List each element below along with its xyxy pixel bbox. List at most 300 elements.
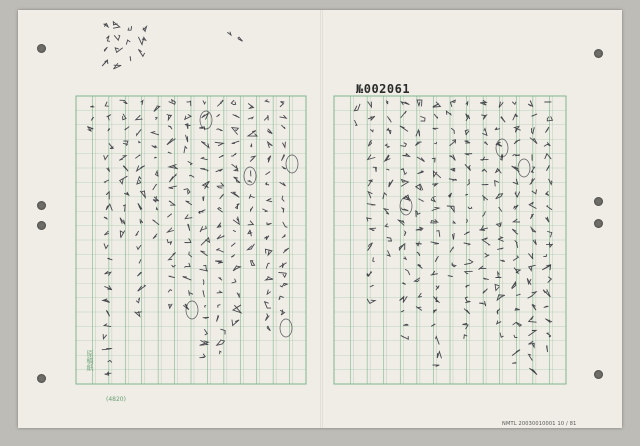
handwriting-stroke bbox=[185, 115, 191, 120]
handwriting-stroke bbox=[279, 263, 286, 268]
handwriting-stroke bbox=[450, 140, 456, 146]
handwriting-stroke bbox=[355, 120, 357, 125]
handwriting-stroke bbox=[154, 157, 156, 158]
handwriting-stroke bbox=[217, 129, 223, 131]
handwriting-stroke bbox=[283, 248, 288, 253]
handwriting-stroke bbox=[370, 285, 373, 286]
binder-hole-icon bbox=[594, 197, 603, 206]
handwriting-stroke bbox=[266, 183, 269, 185]
handwriting-stroke bbox=[434, 114, 438, 118]
handwriting-stroke bbox=[233, 115, 240, 118]
handwriting-stroke bbox=[354, 104, 360, 111]
handwriting-stroke bbox=[108, 360, 112, 362]
handwriting-stroke bbox=[431, 324, 435, 326]
handwriting-stroke bbox=[168, 228, 174, 232]
handwriting-stroke bbox=[203, 280, 204, 285]
handwriting-stroke bbox=[435, 142, 437, 143]
handwriting-stroke bbox=[169, 165, 178, 170]
handwriting-stroke bbox=[405, 231, 406, 236]
handwriting-stroke bbox=[373, 258, 374, 262]
handwriting-stroke bbox=[495, 128, 500, 130]
handwriting-stroke bbox=[215, 261, 223, 263]
handwriting-stroke bbox=[187, 101, 191, 106]
handwriting-stroke bbox=[549, 179, 552, 184]
handwriting-stroke bbox=[416, 130, 420, 136]
handwriting-stroke bbox=[265, 302, 271, 308]
handwriting-stroke bbox=[268, 142, 273, 148]
handwriting-stroke bbox=[453, 233, 455, 239]
handwriting-stroke bbox=[542, 265, 551, 270]
handwriting-stroke bbox=[185, 239, 191, 243]
handwriting-stroke bbox=[479, 266, 486, 270]
handwriting-stroke bbox=[232, 279, 236, 283]
handwriting-stroke bbox=[367, 299, 375, 303]
handwriting-stroke bbox=[201, 157, 207, 159]
handwriting-stroke bbox=[464, 309, 469, 314]
handwriting-stroke bbox=[153, 234, 157, 239]
handwriting-stroke bbox=[282, 208, 284, 213]
handwriting-stroke bbox=[370, 228, 376, 230]
handwriting-stroke bbox=[154, 106, 160, 112]
handwriting-stroke bbox=[283, 222, 287, 227]
handwriting-stroke bbox=[417, 100, 422, 106]
handwriting-stroke bbox=[231, 100, 235, 104]
handwriting-stroke bbox=[496, 272, 502, 278]
handwriting-stroke bbox=[203, 101, 205, 104]
handwriting-stroke bbox=[189, 175, 193, 177]
handwriting-stroke bbox=[220, 351, 222, 354]
handwriting-stroke bbox=[435, 256, 438, 262]
handwriting-stroke bbox=[218, 305, 220, 308]
note-stroke bbox=[104, 47, 107, 51]
handwriting-stroke bbox=[168, 290, 171, 292]
handwriting-stroke bbox=[188, 224, 190, 231]
handwriting-stroke bbox=[201, 142, 209, 148]
binder-hole-icon bbox=[594, 370, 603, 379]
handwriting-stroke bbox=[432, 208, 439, 211]
handwriting-stroke bbox=[168, 126, 172, 129]
handwriting-stroke bbox=[367, 204, 375, 205]
handwriting-stroke bbox=[482, 169, 487, 172]
handwriting-stroke bbox=[546, 243, 552, 247]
handwriting-stroke bbox=[465, 271, 473, 273]
handwriting-stroke bbox=[465, 154, 472, 155]
binder-hole-icon bbox=[594, 219, 603, 228]
handwriting-stroke bbox=[464, 232, 469, 235]
manuscript-sheet bbox=[18, 10, 622, 428]
binder-hole-icon bbox=[37, 221, 46, 230]
binder-hole-icon bbox=[37, 44, 46, 53]
handwriting-stroke bbox=[466, 285, 470, 287]
handwriting-stroke bbox=[203, 317, 209, 318]
handwriting-stroke bbox=[465, 130, 469, 135]
handwriting-stroke bbox=[528, 292, 536, 298]
handwriting-stroke bbox=[199, 210, 205, 214]
note-stroke bbox=[114, 35, 120, 40]
handwriting-stroke bbox=[169, 186, 177, 188]
handwriting-stroke bbox=[513, 322, 521, 326]
handwriting-stroke bbox=[530, 138, 537, 144]
handwriting-stroke bbox=[513, 102, 516, 104]
handwriting-stroke bbox=[385, 144, 389, 148]
handwriting-stroke bbox=[547, 346, 548, 353]
handwriting-stroke bbox=[248, 131, 257, 137]
handwriting-stroke bbox=[282, 235, 285, 238]
handwriting-stroke bbox=[185, 124, 190, 129]
handwriting-stroke bbox=[203, 196, 204, 201]
handwriting-stroke bbox=[248, 117, 253, 119]
handwriting-stroke bbox=[267, 129, 272, 134]
handwriting-stroke bbox=[153, 185, 156, 190]
handwriting-stroke bbox=[217, 114, 220, 117]
handwriting-stroke bbox=[545, 127, 548, 132]
handwriting-stroke bbox=[280, 283, 287, 287]
handwriting-stroke bbox=[137, 177, 141, 184]
footer-reference: NMTL 20030010001 10 / 81 bbox=[502, 421, 577, 427]
handwriting-stroke bbox=[368, 155, 375, 160]
binder-hole-icon bbox=[37, 374, 46, 383]
handwriting-stroke bbox=[401, 180, 408, 187]
handwriting-stroke bbox=[405, 270, 409, 275]
handwriting-stroke bbox=[387, 238, 392, 242]
handwriting-stroke bbox=[529, 316, 537, 322]
handwriting-stroke bbox=[431, 242, 439, 244]
handwriting-stroke bbox=[139, 142, 140, 143]
handwriting-stroke bbox=[401, 111, 406, 118]
handwriting-stroke bbox=[233, 230, 235, 231]
handwriting-stroke bbox=[437, 352, 441, 358]
handwriting-stroke bbox=[495, 284, 499, 290]
handwriting-stroke bbox=[186, 135, 188, 142]
handwriting-stroke bbox=[249, 195, 254, 199]
handwriting-stroke bbox=[404, 324, 408, 325]
handwriting-stroke bbox=[168, 152, 171, 153]
handwriting-stroke bbox=[452, 263, 456, 267]
handwriting-stroke bbox=[136, 115, 142, 120]
handwriting-stroke bbox=[419, 199, 423, 201]
note-stroke bbox=[113, 22, 120, 29]
handwriting-stroke bbox=[123, 166, 128, 171]
handwriting-stroke bbox=[135, 312, 142, 317]
handwriting-stroke bbox=[205, 306, 206, 308]
circled-mark bbox=[186, 301, 198, 319]
heading-stroke bbox=[238, 37, 243, 41]
handwriting-stroke bbox=[544, 306, 549, 308]
handwriting-stroke bbox=[105, 272, 111, 276]
handwriting-stroke bbox=[104, 324, 111, 327]
handwriting-stroke bbox=[233, 305, 241, 313]
handwriting-stroke bbox=[107, 168, 110, 172]
handwriting-stroke bbox=[463, 324, 469, 329]
handwriting-stroke bbox=[167, 115, 172, 120]
handwriting-stroke bbox=[515, 308, 520, 310]
handwriting-stroke bbox=[437, 231, 440, 237]
handwriting-stroke bbox=[268, 156, 271, 163]
note-stroke bbox=[139, 37, 146, 44]
handwriting-stroke bbox=[185, 263, 191, 267]
handwriting-stroke bbox=[368, 102, 372, 107]
handwriting-stroke bbox=[279, 296, 284, 300]
handwriting-stroke bbox=[404, 257, 406, 260]
handwriting-stroke bbox=[215, 142, 224, 145]
handwriting-stroke bbox=[479, 226, 487, 231]
handwriting-stroke bbox=[368, 116, 374, 120]
handwriting-stroke bbox=[104, 180, 108, 183]
handwriting-stroke bbox=[139, 260, 141, 264]
handwriting-stroke bbox=[465, 260, 473, 265]
handwriting-stroke bbox=[512, 229, 518, 234]
handwriting-stroke bbox=[251, 207, 253, 211]
handwriting-stroke bbox=[267, 223, 272, 225]
handwriting-stroke bbox=[528, 341, 534, 347]
handwriting-stroke bbox=[237, 293, 239, 298]
binder-hole-icon bbox=[594, 49, 603, 58]
handwriting-stroke bbox=[104, 244, 108, 249]
handwriting-stroke bbox=[483, 289, 487, 293]
handwriting-stroke bbox=[137, 245, 141, 249]
handwriting-stroke bbox=[497, 321, 501, 324]
handwriting-stroke bbox=[433, 171, 440, 178]
handwriting-stroke bbox=[280, 310, 284, 315]
handwriting-stroke bbox=[513, 179, 518, 184]
handwriting-stroke bbox=[436, 337, 440, 345]
handwriting-stroke bbox=[217, 315, 219, 321]
handwriting-stroke bbox=[496, 194, 503, 199]
handwriting-stroke bbox=[485, 253, 489, 257]
handwriting-stroke bbox=[168, 214, 172, 217]
handwriting-stroke bbox=[234, 177, 241, 183]
circled-mark bbox=[400, 197, 412, 215]
handwriting-stroke bbox=[279, 273, 287, 278]
handwriting-stroke bbox=[183, 277, 191, 280]
handwriting-stroke bbox=[138, 203, 142, 209]
handwriting-stroke bbox=[108, 258, 113, 260]
handwriting-stroke bbox=[200, 354, 205, 358]
handwriting-stroke bbox=[120, 176, 127, 184]
handwriting-stroke bbox=[402, 154, 409, 157]
handwriting-stroke bbox=[417, 252, 420, 256]
handwriting-stroke bbox=[513, 114, 518, 120]
handwriting-stroke bbox=[512, 363, 516, 364]
binder-hole-icon bbox=[37, 201, 46, 210]
handwriting-stroke bbox=[248, 221, 253, 225]
handwriting-stroke bbox=[545, 154, 551, 159]
handwriting-stroke bbox=[498, 248, 504, 250]
handwriting-stroke bbox=[169, 201, 175, 205]
circled-mark bbox=[280, 319, 292, 337]
handwriting-stroke bbox=[231, 192, 239, 197]
note-stroke bbox=[130, 57, 131, 62]
handwriting-stroke bbox=[140, 219, 143, 223]
note-stroke bbox=[114, 64, 122, 70]
circled-mark bbox=[200, 111, 212, 129]
handwriting-stroke bbox=[203, 290, 204, 296]
handwriting-stroke bbox=[156, 117, 158, 119]
handwriting-stroke bbox=[123, 141, 128, 146]
handwriting-stroke bbox=[169, 276, 175, 277]
handwriting-stroke bbox=[480, 157, 488, 160]
note-stroke bbox=[107, 36, 110, 42]
handwriting-stroke bbox=[431, 197, 435, 202]
handwriting-stroke bbox=[421, 117, 425, 122]
handwriting-stroke bbox=[232, 320, 239, 326]
handwriting-stroke bbox=[401, 102, 409, 105]
handwriting-stroke bbox=[248, 230, 252, 236]
handwriting-stroke bbox=[264, 236, 268, 240]
handwriting-stroke bbox=[267, 326, 270, 331]
handwriting-stroke bbox=[200, 226, 206, 232]
handwriting-stroke bbox=[264, 115, 268, 120]
handwriting-stroke bbox=[156, 171, 159, 176]
note-stroke bbox=[143, 27, 147, 32]
handwriting-stroke bbox=[389, 180, 393, 187]
handwriting-stroke bbox=[479, 301, 485, 306]
handwriting-stroke bbox=[544, 255, 547, 257]
handwriting-stroke bbox=[248, 104, 253, 109]
handwriting-stroke bbox=[530, 179, 534, 184]
handwriting-stroke bbox=[431, 271, 438, 275]
handwriting-stroke bbox=[387, 129, 391, 135]
handwriting-stroke bbox=[105, 102, 108, 106]
handwriting-stroke bbox=[282, 125, 286, 129]
handwriting-stroke bbox=[513, 256, 518, 261]
handwriting-stroke bbox=[137, 272, 141, 276]
handwriting-stroke bbox=[217, 291, 222, 293]
note-stroke bbox=[138, 49, 144, 56]
handwriting-stroke bbox=[232, 141, 239, 143]
handwriting-stroke bbox=[236, 204, 240, 209]
handwriting-stroke bbox=[250, 156, 255, 161]
handwriting-stroke bbox=[152, 146, 157, 148]
handwriting-stroke bbox=[434, 297, 440, 303]
handwriting-stroke bbox=[497, 309, 500, 314]
heading-stroke bbox=[228, 32, 231, 35]
handwriting-stroke bbox=[219, 156, 223, 158]
handwriting-stroke bbox=[495, 181, 499, 186]
handwriting-stroke bbox=[527, 278, 531, 284]
handwriting-stroke bbox=[529, 330, 536, 335]
handwriting-stroke bbox=[137, 130, 141, 136]
handwriting-stroke bbox=[266, 172, 270, 175]
handwriting-stroke bbox=[169, 304, 172, 308]
handwriting-stroke bbox=[280, 102, 284, 107]
manuscript-grid bbox=[18, 10, 622, 428]
handwriting-stroke bbox=[104, 155, 108, 159]
handwriting-stroke bbox=[205, 330, 208, 335]
handwriting-stroke bbox=[384, 209, 389, 215]
handwriting-stroke bbox=[220, 194, 224, 198]
handwriting-stroke bbox=[417, 157, 424, 162]
handwriting-stroke bbox=[400, 126, 408, 131]
handwriting-stroke bbox=[498, 237, 503, 242]
handwriting-stroke bbox=[105, 372, 111, 375]
handwriting-stroke bbox=[283, 142, 286, 147]
handwriting-stroke bbox=[401, 169, 407, 175]
handwriting-stroke bbox=[417, 307, 422, 310]
handwriting-stroke bbox=[120, 231, 124, 238]
handwriting-stroke bbox=[251, 261, 255, 266]
handwriting-stroke bbox=[140, 191, 145, 197]
handwriting-stroke bbox=[200, 341, 209, 346]
handwriting-stroke bbox=[109, 144, 113, 149]
circled-mark bbox=[286, 155, 298, 173]
handwriting-stroke bbox=[517, 294, 521, 295]
handwriting-stroke bbox=[200, 169, 208, 172]
handwriting-stroke bbox=[136, 155, 140, 158]
handwriting-stroke bbox=[433, 102, 441, 107]
handwriting-stroke bbox=[482, 115, 487, 119]
handwriting-stroke bbox=[216, 249, 223, 253]
note-stroke bbox=[104, 24, 108, 27]
handwriting-stroke bbox=[232, 128, 238, 135]
handwriting-stroke bbox=[217, 235, 224, 239]
handwriting-stroke bbox=[282, 167, 286, 169]
handwriting-stroke bbox=[388, 117, 392, 122]
handwriting-stroke bbox=[216, 169, 223, 172]
handwriting-stroke bbox=[466, 102, 468, 106]
handwriting-stroke bbox=[137, 166, 145, 171]
handwriting-stroke bbox=[547, 333, 551, 337]
handwriting-stroke bbox=[266, 277, 273, 280]
handwriting-stroke bbox=[265, 314, 269, 321]
handwriting-stroke bbox=[123, 205, 125, 211]
margin-label: 原稿紙 bbox=[86, 350, 94, 371]
handwriting-stroke bbox=[282, 155, 285, 161]
handwriting-stroke bbox=[401, 143, 407, 147]
handwriting-stroke bbox=[120, 100, 127, 103]
handwriting-stroke bbox=[167, 239, 171, 244]
handwriting-stroke bbox=[184, 189, 190, 194]
handwriting-stroke bbox=[367, 271, 371, 276]
handwriting-stroke bbox=[513, 155, 520, 156]
handwriting-stroke bbox=[448, 276, 453, 277]
handwriting-stroke bbox=[200, 251, 207, 256]
handwriting-stroke bbox=[546, 191, 549, 195]
handwriting-stroke bbox=[233, 217, 239, 225]
handwriting-stroke bbox=[104, 231, 108, 235]
handwriting-stroke bbox=[400, 297, 408, 303]
handwriting-stroke bbox=[90, 106, 94, 107]
handwriting-stroke bbox=[248, 244, 255, 250]
handwriting-stroke bbox=[512, 350, 520, 356]
handwriting-stroke bbox=[266, 263, 269, 268]
handwriting-stroke bbox=[497, 222, 502, 227]
handwriting-stroke bbox=[465, 194, 467, 195]
handwriting-stroke bbox=[102, 349, 111, 350]
handwriting-stroke bbox=[103, 335, 106, 339]
handwriting-stroke bbox=[267, 199, 272, 202]
handwriting-stroke bbox=[120, 218, 125, 225]
handwriting-stroke bbox=[169, 174, 176, 182]
handwriting-stroke bbox=[546, 218, 549, 223]
handwriting-stroke bbox=[501, 117, 505, 122]
handwriting-stroke bbox=[231, 243, 235, 246]
handwriting-stroke bbox=[233, 266, 240, 271]
handwriting-stroke bbox=[401, 336, 409, 340]
serial-number-stamp: №002061 bbox=[356, 82, 411, 96]
handwriting-stroke bbox=[152, 132, 159, 135]
sheet-code: (4820) bbox=[106, 396, 126, 403]
handwriting-stroke bbox=[368, 140, 371, 146]
handwriting-stroke bbox=[231, 255, 235, 257]
handwriting-stroke bbox=[267, 290, 270, 294]
handwriting-stroke bbox=[221, 329, 225, 334]
handwriting-stroke bbox=[371, 130, 374, 132]
handwriting-stroke bbox=[546, 319, 553, 322]
handwriting-stroke bbox=[280, 115, 286, 118]
handwriting-stroke bbox=[189, 291, 193, 296]
handwriting-stroke bbox=[418, 171, 424, 174]
